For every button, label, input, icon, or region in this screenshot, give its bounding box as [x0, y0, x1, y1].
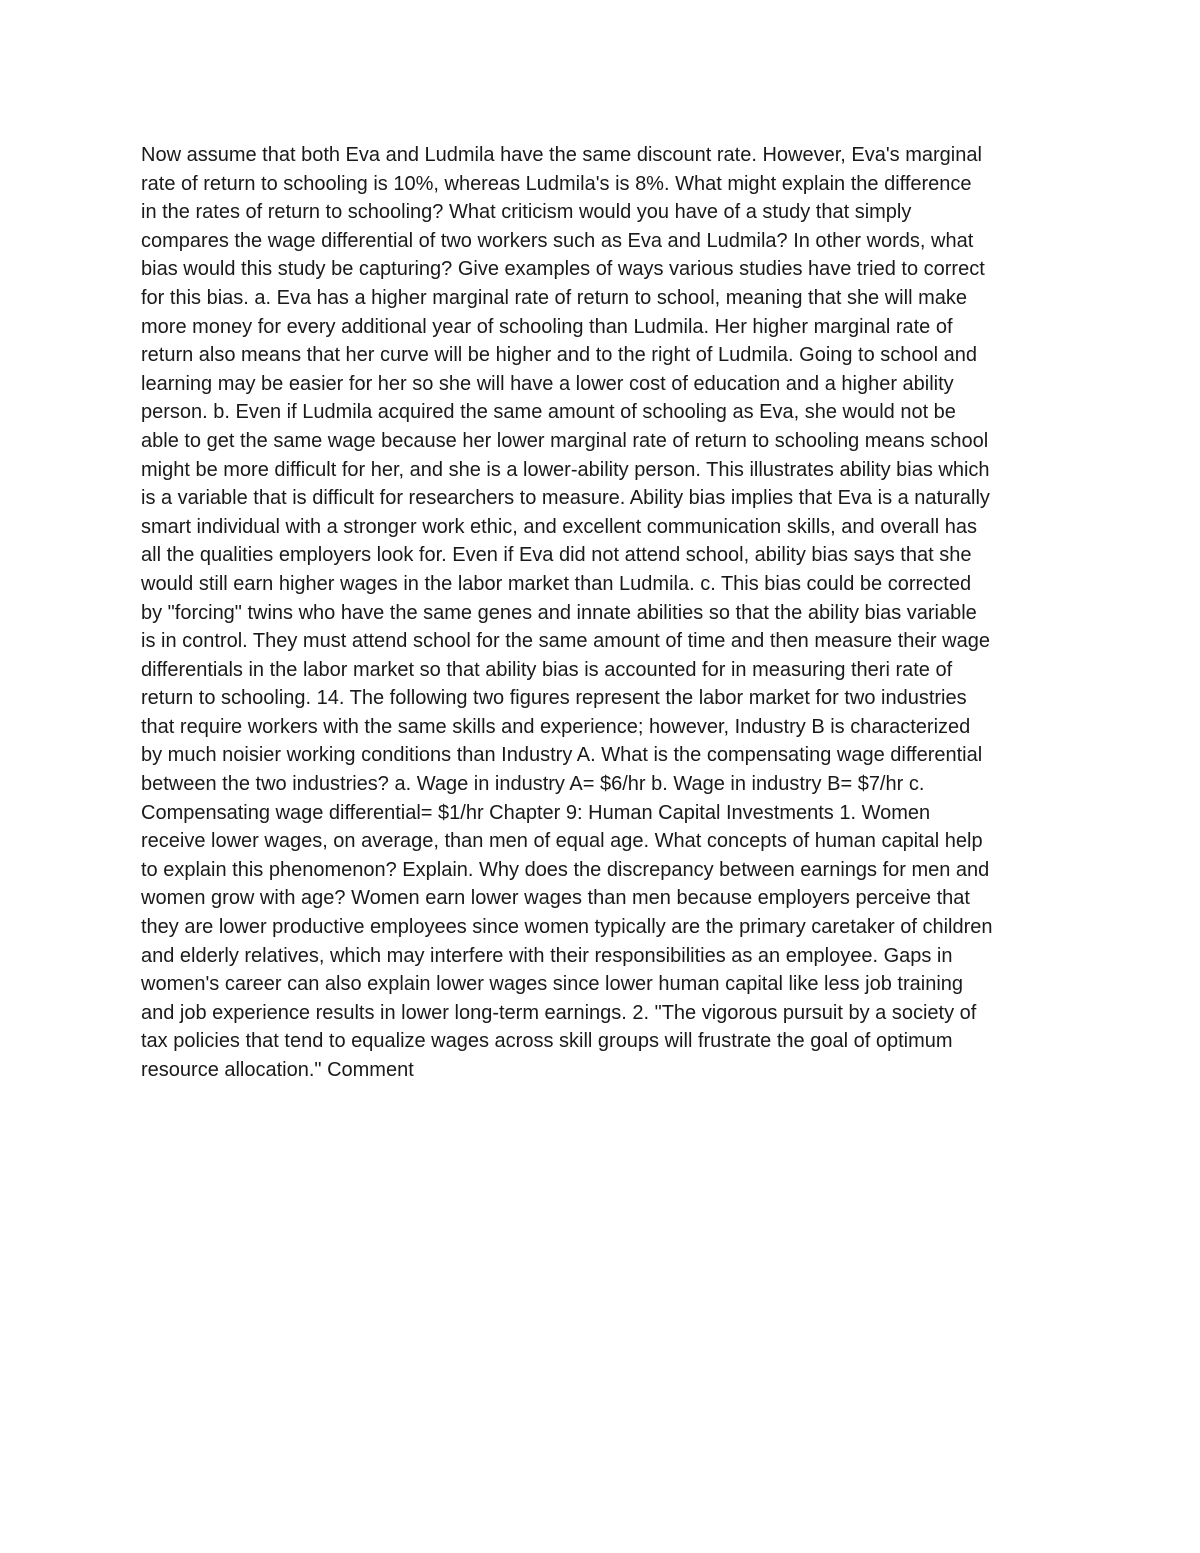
text-line: bias would this study be capturing? Give examples of ways various studies have tried to correct — [141, 258, 985, 281]
text-line: person. b. Even if Ludmila acquired the same amount of schooling as Eva, she would not be — [141, 401, 956, 424]
text-line: is a variable that is difficult for researchers to measure. Ability bias implies that Eva is a naturally — [141, 487, 990, 510]
text-line: Now assume that both Eva and Ludmila have the same discount rate. However, Eva's marginal — [141, 144, 982, 166]
text-line: all the qualities employers look for. Even if Eva did not attend school, ability bias says that she — [141, 544, 972, 567]
text-line: that require workers with the same skills and experience; however, Industry B is characterized — [141, 715, 971, 738]
text-line: Compensating wage differential= $1/hr Chapter 9: Human Capital Investments 1. Women — [141, 801, 931, 824]
text-line: learning may be easier for her so she will have a lower cost of education and a higher ability — [141, 372, 954, 395]
text-line: to explain this phenomenon? Explain. Why does the discrepancy between earnings for men and — [141, 858, 990, 881]
text-line: women's career can also explain lower wages since lower human capital like less job training — [141, 973, 964, 996]
text-line: for this bias. a. Eva has a higher marginal rate of return to school, meaning that she will make — [141, 286, 967, 309]
text-line: and job experience results in lower long-term earnings. 2. "The vigorous pursuit by a society of — [141, 1001, 977, 1024]
text-line: in the rates of return to schooling? What criticism would you have of a study that simply — [141, 201, 912, 224]
body-paragraph — [141, 141, 1071, 1085]
text-line: between the two industries? a. Wage in industry A= $6/hr b. Wage in industry B= $7/hr c. — [141, 773, 925, 796]
text-line: women grow with age? Women earn lower wages than men because employers perceive that — [141, 887, 970, 910]
text-line: is in control. They must attend school for the same amount of time and then measure their wage — [141, 630, 990, 653]
text-line: by much noisier working conditions than Industry A. What is the compensating wage differential — [141, 744, 983, 767]
text-line: they are lower productive employees since women typically are the primary caretaker of children — [141, 916, 993, 939]
text-line: by "forcing" twins who have the same genes and innate abilities so that the ability bias variable — [141, 601, 977, 624]
text-line: able to get the same wage because her lower marginal rate of return to schooling means school — [141, 429, 989, 452]
text-line: smart individual with a stronger work ethic, and excellent communication skills, and overall has — [141, 515, 977, 538]
text-line: tax policies that tend to equalize wages across skill groups will frustrate the goal of optimum — [141, 1030, 953, 1053]
text-line: might be more difficult for her, and she is a lower-ability person. This illustrates ability bias which — [141, 458, 990, 481]
text-line: and elderly relatives, which may interfere with their responsibilities as an employee. Gaps in — [141, 944, 953, 967]
text-line: return to schooling. 14. The following two figures represent the labor market for two industries — [141, 687, 967, 710]
text-line: return also means that her curve will be higher and to the right of Ludmila. Going to school and — [141, 344, 978, 367]
text-line: receive lower wages, on average, than men of equal age. What concepts of human capital help — [141, 830, 983, 853]
text-line: would still earn higher wages in the labor market than Ludmila. c. This bias could be corrected — [141, 572, 972, 595]
text-line: differentials in the labor market so that ability bias is accounted for in measuring theri rate of — [141, 658, 953, 681]
text-line: resource allocation." Comment — [141, 1059, 414, 1081]
text-line: rate of return to schooling is 10%, whereas Ludmila's is 8%. What might explain the difference — [141, 172, 972, 195]
text-line: more money for every additional year of schooling than Ludmila. Her higher marginal rate of — [141, 315, 953, 338]
text-line: compares the wage differential of two workers such as Eva and Ludmila? In other words, what — [141, 229, 974, 252]
